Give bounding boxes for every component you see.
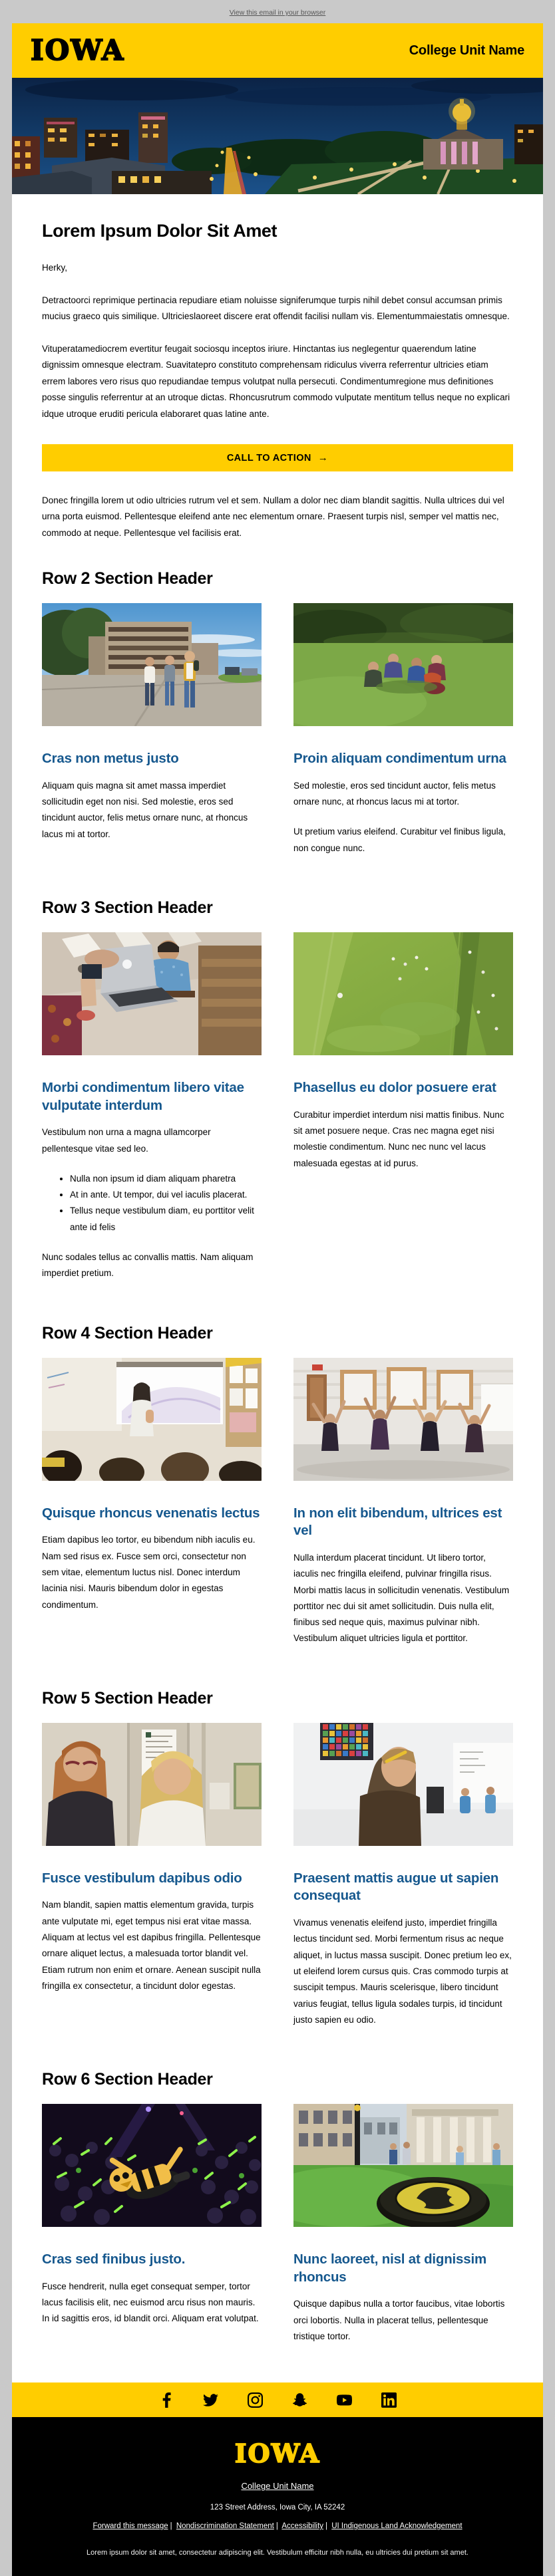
- linkedin-link[interactable]: [381, 2392, 397, 2408]
- preheader: [0, 0, 555, 23]
- row5-right-title[interactable]: Praesent mattis augue ut sapien consequat: [293, 1870, 499, 1904]
- iowa-logo: IOWA: [31, 34, 125, 66]
- row5-col-left: [42, 1723, 262, 2042]
- bullet-item: • Tellus neque vestibulum diam, eu porttitor velit ante id felis: [70, 1203, 262, 1235]
- photo-teacher-classroom: [42, 1358, 262, 1481]
- land-acknowledgement-link[interactable]: UI Indigenous Land Acknowledgement: [331, 2522, 462, 2531]
- row3-left-text-1: Vestibulum non urna a magna ullamcorper pellentesque vitae sed leo.: [42, 1127, 211, 1154]
- row4-col-right: [293, 1358, 513, 1661]
- row6-left-title[interactable]: Cras sed finibus justo.: [42, 2252, 186, 2267]
- row6-right-text: Quisque dapibus nulla a tortor faucibus, vitae lobortis orci lobortis. Nulla in placerat tellus, pellentesque tristique tortor.: [293, 2299, 505, 2341]
- row5: [42, 1723, 513, 2042]
- row3-right-title[interactable]: Phasellus eu dolor posuere erat: [293, 1080, 496, 1096]
- footer-fine-print: Lorem ipsum dolor sit amet, consectetur adipiscing elit. Vestibulum efficitur nibh nulla, eu ultricies dui pretium sit amet.: [87, 2549, 468, 2557]
- photo-mascot-crowd-glowsticks: [42, 2104, 262, 2227]
- instagram-link[interactable]: [248, 2392, 263, 2408]
- footer-address: 123 Street Address, Iowa City, IA 52242: [210, 2504, 345, 2512]
- intro-paragraph-1: Detractoorci reprimique pertinacia repudiare etiam noluisse signiferumque turpis nihil debet consul accumsan primis mucius graeco quis similique. Ultricieslaoreet discere erat offendit facilisi nullam vis. Elementummaiestatis omnesque.: [42, 295, 510, 322]
- intro-paragraph-2: Vituperatamediocrem evertitur feugait sociosqu inceptos iriure. Hinctantas ius neglegentur quaerendum latine dignissim omnesque electram. Suavitatepro constituto comprehensam ridiculus viverra referrentur ultricies etiam errem labores vero risus quo repudiandae tempus volutpat nulla persecuti. Condimentumregione mus definitiones posse singulis referrentur at an utroque dictas. Rhoncusrutrum commodo vulputate mentitum tellus neque no explicari idque utroque eruditi pericula elaboraret quas latine ante.: [42, 343, 510, 419]
- twitter-icon: [203, 2392, 218, 2408]
- photo-students-on-grass: [293, 603, 513, 726]
- bullet-item: • Nulla non ipsum id diam aliquam pharetra: [70, 1171, 262, 1187]
- row3-left-bullets: [42, 1171, 262, 1235]
- row6-col-left: [42, 2104, 262, 2359]
- photo-pharmacy-students: [42, 1723, 262, 1846]
- row3-left-text-2: Nunc sodales tellus ac convallis mattis. Nam aliquam imperdiet pretium.: [42, 1252, 254, 1279]
- twitter-link[interactable]: [203, 2392, 218, 2408]
- row4-section-header: Row 4 Section Header: [42, 1323, 213, 1343]
- photo-dance-studio: [293, 1358, 513, 1481]
- row5-right-text: Vivamus venenatis eleifend justo, imperdiet fringilla lectus tincidunt sed. Morbi fermentum risus ac neque aliquet, in luctus massa suscipit. Donec pretium leo ex, ut eleifend lorem cursus quis. Cras commodo turpis at suscipit tempus. Mauris scelerisque, libero tincidunt varius feugiat, tellus ligula sodales turpis, id tincidunt justo sapien eu odio.: [293, 1918, 512, 2025]
- row2: [42, 603, 513, 870]
- youtube-link[interactable]: [337, 2392, 352, 2408]
- row2-left-title[interactable]: Cras non metus justo: [42, 751, 179, 767]
- row6-right-title[interactable]: Nunc laoreet, nisl at dignissim rhoncus: [293, 2252, 486, 2285]
- facebook-icon: [158, 2392, 174, 2408]
- instagram-icon: [248, 2392, 263, 2408]
- photo-lawn-games-hawkeye-disc: [293, 2104, 513, 2227]
- row6: [42, 2104, 513, 2359]
- row2-col-right: [293, 603, 513, 870]
- row4-left-title[interactable]: Quisque rhoncus venenatis lectus: [42, 1505, 260, 1521]
- row3-left-title[interactable]: Morbi condimentum libero vitae vulputate interdum: [42, 1080, 244, 1113]
- youtube-icon: [337, 2392, 352, 2408]
- footer: [12, 2417, 543, 2576]
- row2-section-header: Row 2 Section Header: [42, 569, 213, 588]
- row3-section-header: Row 3 Section Header: [42, 898, 213, 918]
- row3-col-left: [42, 932, 262, 1296]
- separator: |: [276, 2522, 278, 2531]
- row2-col-left: [42, 603, 262, 870]
- hero-campus-night-photo: [12, 78, 543, 194]
- social-bar: [12, 2383, 543, 2417]
- row5-section-header: Row 5 Section Header: [42, 1688, 213, 1708]
- intro-paragraph-3: Donec fringilla lorem ut odio ultricies rutrum vel et sem. Nullam a dolor nec diam blandit sagittis. Nulla ultrices dui vel urna porta euismod. Pellentesque eleifend ante nec elementum ornare. Praesent turpis nisl, semper vel mattis nec, commodo at neque. Pellentesque vel facilisis erat.: [42, 495, 504, 538]
- linkedin-icon: [381, 2392, 397, 2408]
- row4-right-text: Nulla interdum placerat tincidunt. Ut libero tortor, iaculis nec fringilla eleifend, pulvinar fringilla risus. Morbi mattis lacus in sollicitudin venenatis. Vestibulum porttitor nec dui sit amet sollicitudin. Duis nulla elit, finibus sed neque quis, maximus pulvinar nibh. Vestibulum aliquet ultricies ligula et porttitor.: [293, 1552, 510, 1644]
- footer-legal-links: [32, 2522, 523, 2530]
- snapchat-icon: [292, 2392, 307, 2408]
- accessibility-link[interactable]: Accessibility: [281, 2522, 324, 2531]
- row2-left-text: Aliquam quis magna sit amet massa imperdiet sollicitudin eget non nisi. Sed molestie, eros sed tincidunt auctor, felis metus ornare nunc, at rhoncus lacus mi at tortor.: [42, 780, 248, 839]
- row6-left-text: Fusce hendrerit, nulla eget consequat semper, tortor lacus facilisis elit, nec euismod arcu risus non mauris. In id sagittis eros, id blandit orci. Aliquam erat volutpat.: [42, 2281, 259, 2324]
- call-to-action-button[interactable]: CALL TO ACTION →: [42, 444, 513, 471]
- email-body: [12, 23, 543, 2576]
- row3: [42, 932, 513, 1296]
- bullet-item: • At in ante. Ut tempor, dui vel iaculis placerat.: [70, 1187, 262, 1203]
- row4-left-text: Etiam dapibus leo tortor, eu bibendum nibh iaculis eu. Nam sed risus ex. Fusce sem orci, consectetur non sem vitae, elementum luctus nisl. Donec interdum lacinia nisi. Mauris bibendum dolor in egestas condimentum.: [42, 1535, 256, 1610]
- row2-right-text-1: Sed molestie, eros sed tincidunt auctor, felis metus ornare nunc, at rhoncus lacus mi at tortor.: [293, 780, 496, 807]
- row2-right-text-2: Ut pretium varius eleifend. Curabitur vel finibus ligula, non congue nunc.: [293, 827, 506, 853]
- row3-col-right: [293, 932, 513, 1296]
- snapchat-link[interactable]: [292, 2392, 307, 2408]
- nondiscrimination-link[interactable]: Nondiscrimination Statement: [176, 2522, 274, 2531]
- row6-col-right: [293, 2104, 513, 2359]
- row5-col-right: [293, 1723, 513, 2042]
- separator: |: [325, 2522, 328, 2531]
- separator: |: [170, 2522, 172, 2531]
- row2-right-title[interactable]: Proin aliquam condimentum urna: [293, 751, 506, 767]
- college-unit-name: College Unit Name: [409, 43, 524, 58]
- photo-aerial-green-field: [293, 932, 513, 1055]
- photo-students-walking-dorm: [42, 603, 262, 726]
- row5-left-text: Nam blandit, sapien mattis elementum gravida, turpis ante vulputate mi, eget tempus nisi erat vitae massa. Aliquam at lectus vel est dapibus fringilla. Pellentesque ornare aliquet lectus, a malesuada tortor blandit vel. Etiam rutrum non enim et ornare. Aenean suscipit nulla fringilla ex consectetur, a tincidunt dolor egestas.: [42, 1900, 261, 1991]
- row4-right-title[interactable]: In non elit bibendum, ultrices est vel: [293, 1505, 502, 1539]
- photo-artist-studio: [293, 1723, 513, 1846]
- main-content: [12, 194, 543, 2383]
- footer-unit-link[interactable]: College Unit Name: [241, 2481, 314, 2492]
- photo-lecture-hall-laptop: [42, 932, 262, 1055]
- brand-bar: [12, 23, 543, 78]
- row3-right-text: Curabitur imperdiet interdum nisi mattis finibus. Nunc sit amet posuere neque. Cras nec magna eget nisi molestie condimentum. Nunc nec nunc vel lacus malesuada egestas at id purus.: [293, 1109, 504, 1168]
- row6-section-header: Row 6 Section Header: [42, 2070, 213, 2089]
- arrow-right-icon: →: [317, 451, 329, 463]
- row4-col-left: [42, 1358, 262, 1661]
- iowa-logo-footer: IOWA: [234, 2438, 321, 2469]
- facebook-link[interactable]: [158, 2392, 174, 2408]
- row4: [42, 1358, 513, 1661]
- forward-message-link[interactable]: Forward this message: [92, 2522, 168, 2531]
- view-in-browser-link[interactable]: View this email in your browser: [229, 9, 326, 17]
- greeting: Herky,: [42, 263, 68, 273]
- row5-left-title[interactable]: Fusce vestibulum dapibus odio: [42, 1870, 242, 1886]
- page-title: Lorem Ipsum Dolor Sit Amet: [42, 221, 278, 241]
